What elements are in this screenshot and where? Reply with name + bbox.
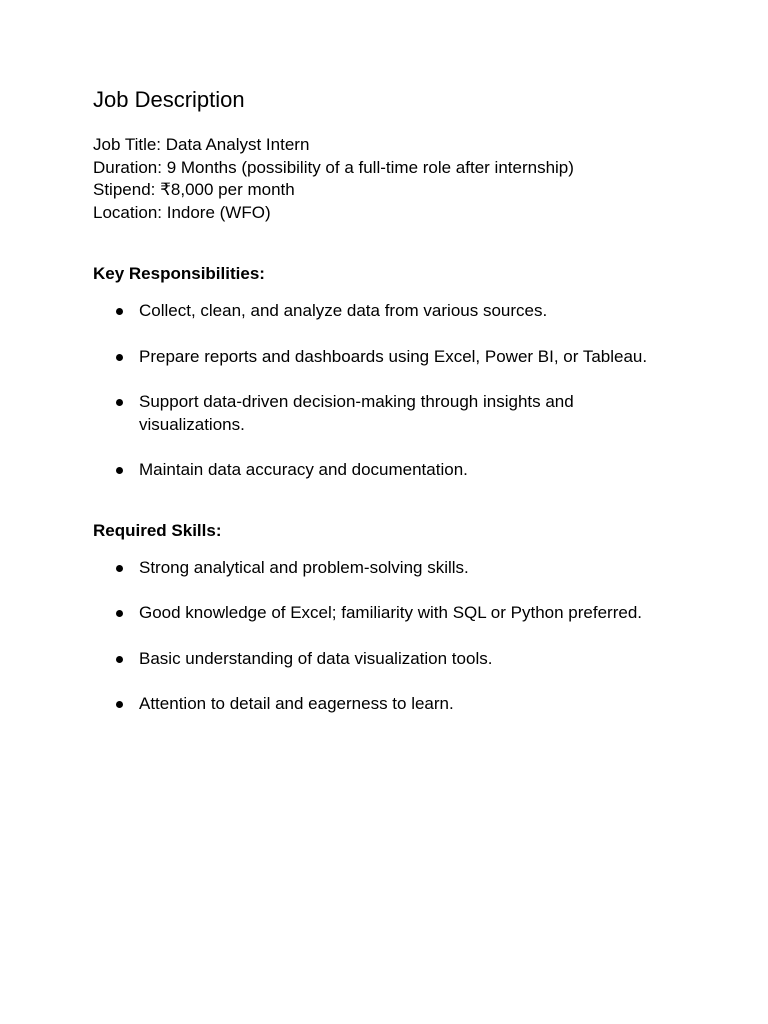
list-item	[93, 346, 669, 369]
list-item	[93, 391, 669, 436]
document-title: Job Description	[93, 87, 245, 112]
list-item	[93, 602, 739, 625]
list-item	[93, 459, 669, 482]
bullet-icon	[116, 565, 123, 572]
job-meta	[93, 134, 733, 224]
duration-line: Duration: 9 Months (possibility of a full-time role after internship)	[93, 157, 574, 177]
list-item	[93, 300, 669, 323]
bullet-icon	[116, 610, 123, 617]
bullet-icon	[116, 354, 123, 361]
skills-heading: Required Skills:	[93, 520, 222, 540]
responsibilities-list	[93, 300, 733, 482]
bullet-icon	[116, 656, 123, 663]
bullet-icon	[116, 701, 123, 708]
list-item	[93, 693, 669, 716]
stipend-line: Stipend: ₹8,000 per month	[93, 180, 295, 199]
job-title-line: Job Title: Data Analyst Intern	[93, 135, 310, 154]
list-item-text: Collect, clean, and analyze data from various sources.	[139, 301, 548, 320]
list-item-text: Maintain data accuracy and documentation.	[139, 460, 468, 479]
list-item-text: Good knowledge of Excel; familiarity with SQL or Python preferred.	[139, 603, 642, 622]
list-item-text: Strong analytical and problem-solving skills.	[139, 557, 469, 577]
location-line: Location: Indore (WFO)	[93, 202, 271, 222]
list-item-text: Prepare reports and dashboards using Excel, Power BI, or Tableau.	[139, 346, 648, 366]
bullet-icon	[116, 308, 123, 315]
document-page	[93, 86, 733, 716]
list-item	[93, 648, 669, 671]
bullet-icon	[116, 467, 123, 474]
list-item-text: Basic understanding of data visualization tools.	[139, 648, 493, 668]
responsibilities-heading: Key Responsibilities:	[93, 264, 265, 283]
list-item-text: Attention to detail and eagerness to learn.	[139, 694, 454, 713]
skills-list	[93, 557, 733, 716]
list-item-text: Support data-driven decision-making through insights and visualizations.	[139, 392, 574, 434]
list-item	[93, 557, 669, 580]
bullet-icon	[116, 399, 123, 406]
